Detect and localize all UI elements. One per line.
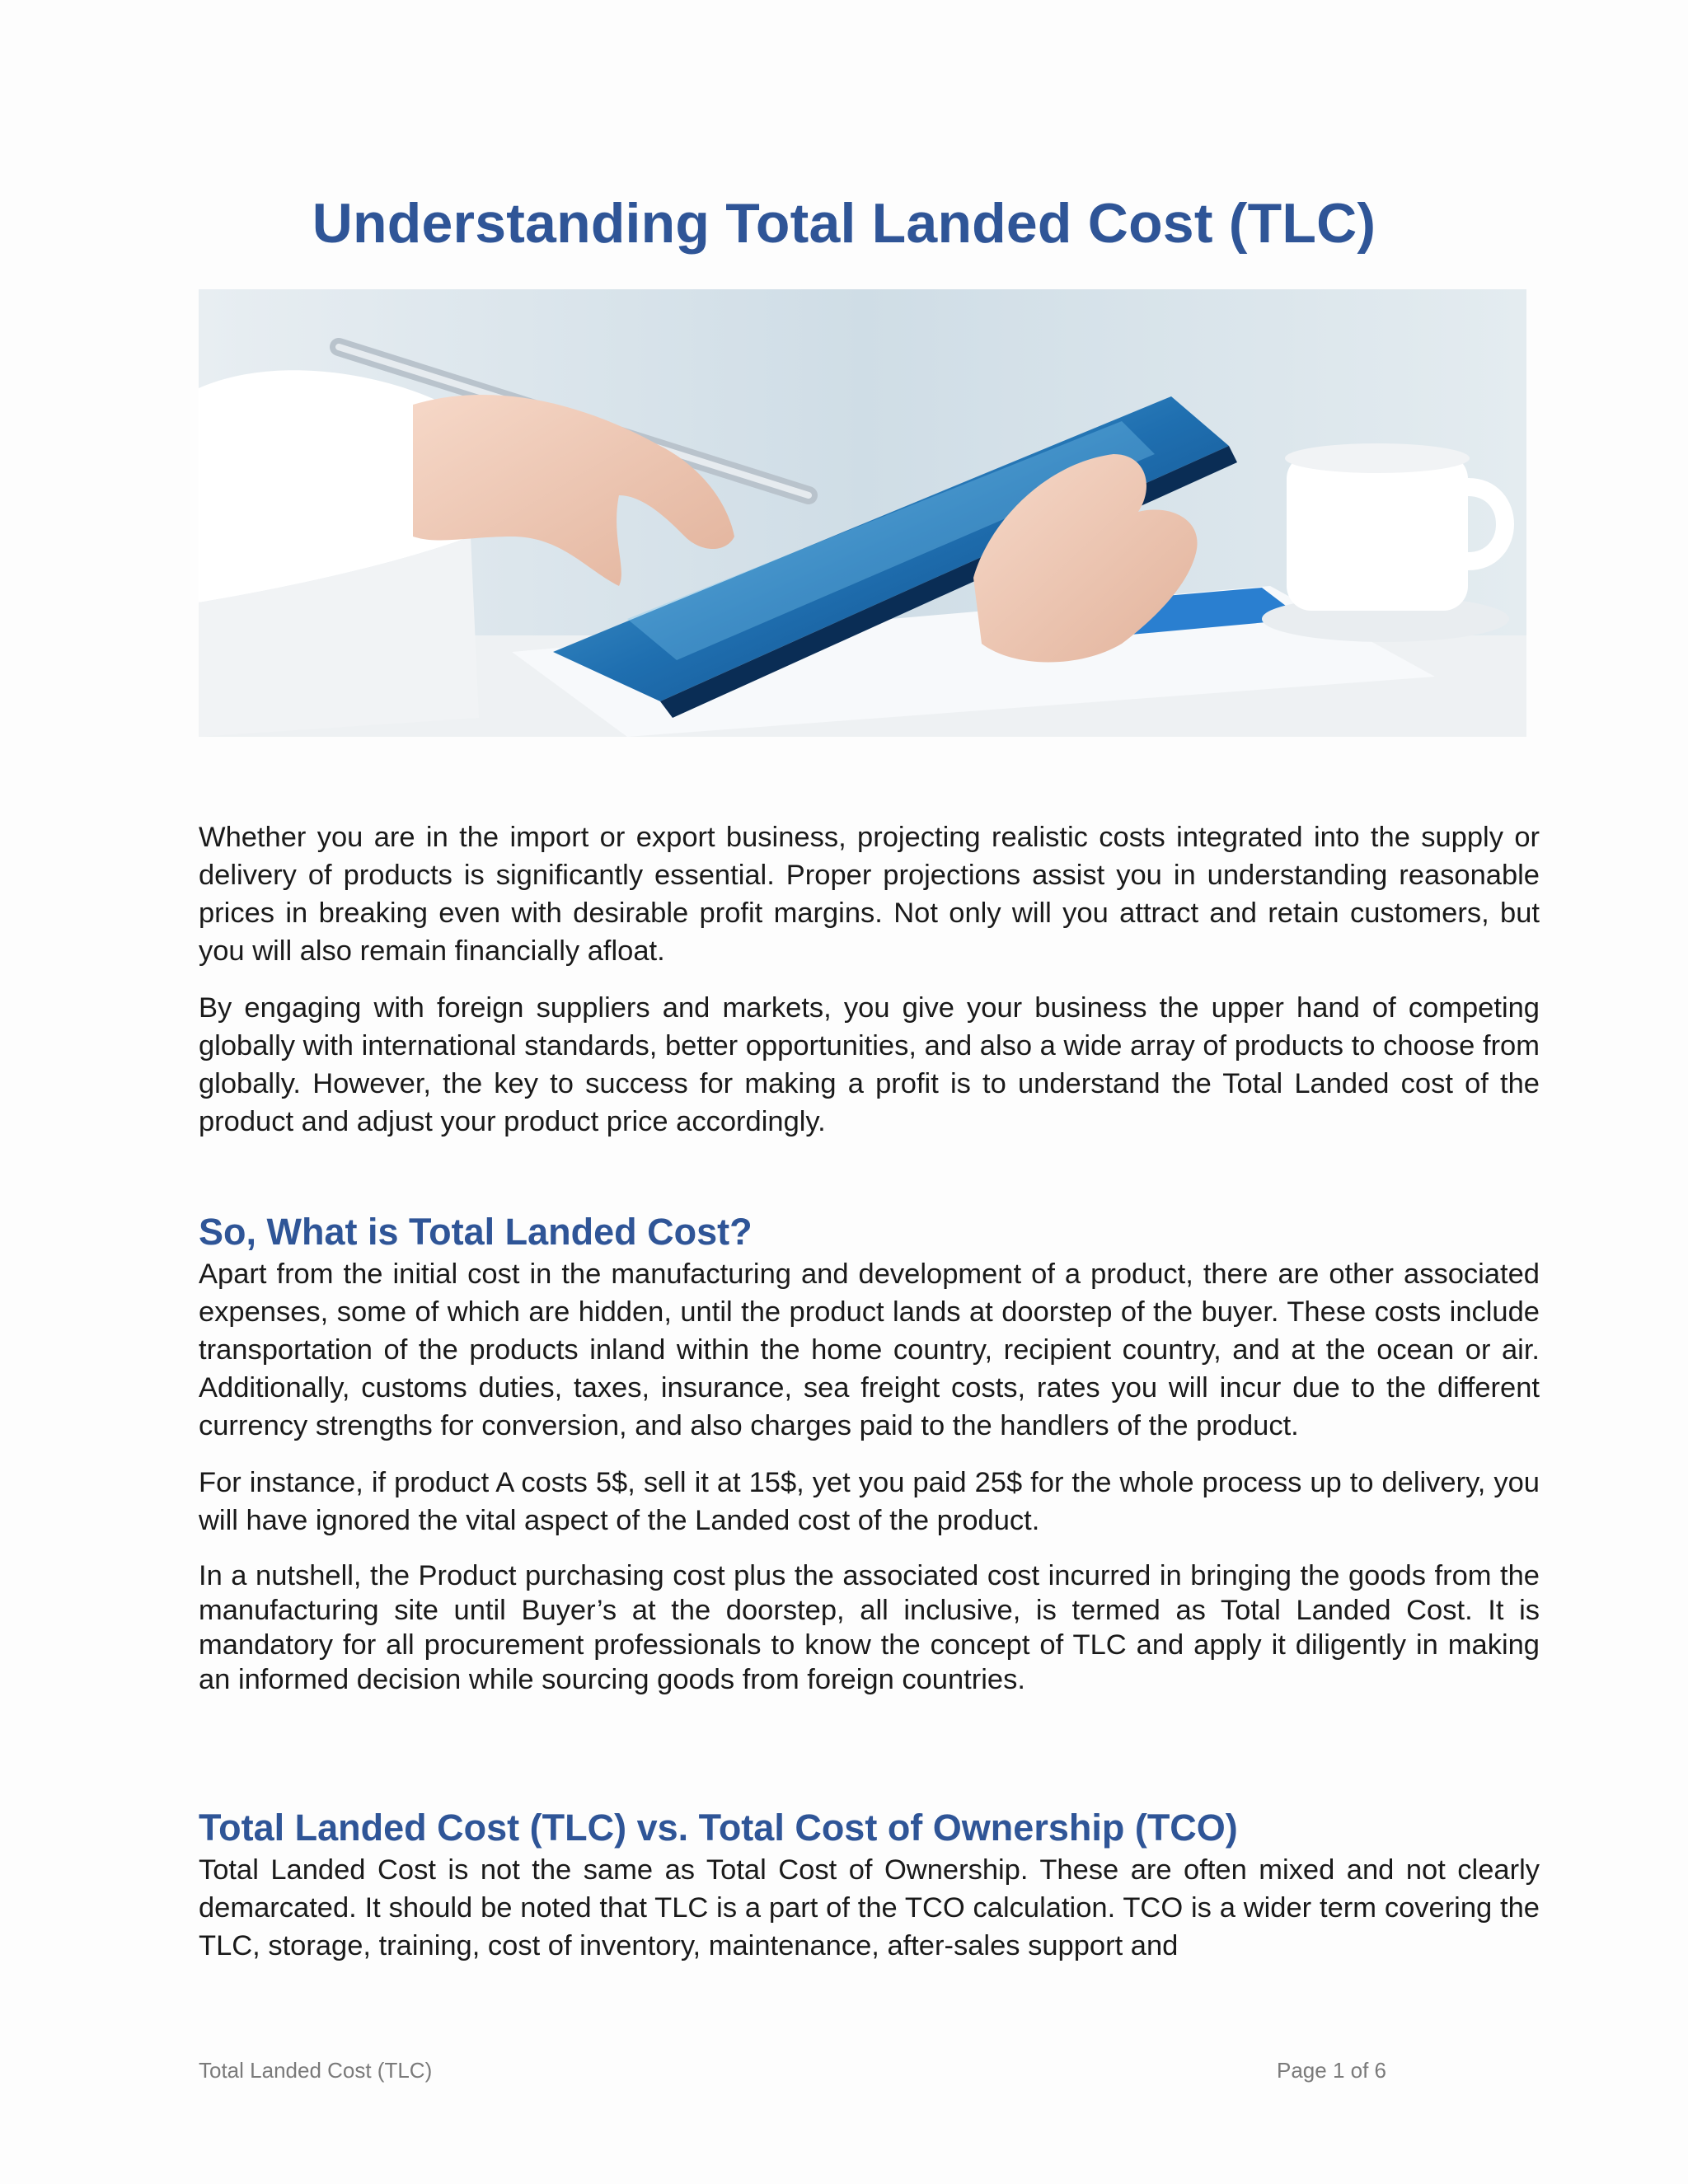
tablet-photo-illustration [199, 289, 1526, 737]
section-heading: Total Landed Cost (TLC) vs. Total Cost of Ownership (TCO) [199, 1807, 1238, 1849]
intro-paragraph-1: Whether you are in the import or export business, projecting realistic costs integrated into the supply or delivery of products is significantly essential. Proper projections assist you in understanding reasonable prices in breaking even with desirable profit margins. Not only will you attract and retain customers, but you will also remain financially afloat. [199, 822, 1540, 967]
intro-paragraph-2: By engaging with foreign suppliers and markets, you give your business the upper hand of competing globally with international standards, better opportunities, and also a wide array of products to choose from globally. However, the key to success for making a profit is to understand the Total Landed cost of the product and adjust your product price accordingly. [199, 992, 1540, 1137]
section-paragraph: For instance, if product A costs 5$, sell it at 15$, yet you paid 25$ for the whole process up to delivery, you will have ignored the vital aspect of the Landed cost of the product. [199, 1467, 1540, 1536]
intro-section [199, 818, 1540, 1141]
section-paragraph: Total Landed Cost is not the same as Total Cost of Ownership. These are often mixed and not clearly demarcated. It should be noted that TLC is a part of the TCO calculation. TCO is a wider term covering the TLC, storage, training, cost of inventory, maintenance, after-sales support and [199, 1854, 1540, 1961]
section-paragraph: Apart from the initial cost in the manufacturing and development of a product, there are other associated expenses, some of which are hidden, until the product lands at doorstep of the buyer. These costs include transportation of the products inland within the home country, recipient country, and at the ocean or air. Additionally, customs duties, taxes, insurance, sea freight costs, rates you will incur due to the different currency strengths for conversion, and also charges paid to the handlers of the product. [199, 1258, 1540, 1441]
footer-document-title: Total Landed Cost (TLC) [199, 2058, 433, 2083]
hero-image [199, 289, 1526, 737]
section-heading: So, What is Total Landed Cost? [199, 1211, 753, 1253]
section-what-is-tlc [199, 1209, 1540, 1697]
document-title: Understanding Total Landed Cost (TLC) [312, 192, 1376, 255]
section-tlc-vs-tco [199, 1805, 1540, 1965]
footer-page-number: Page 1 of 6 [1277, 2058, 1386, 2083]
section-paragraph: In a nutshell, the Product purchasing cost plus the associated cost incurred in bringing the goods from the manufacturing site until Buyer’s at the doorstep, all inclusive, is termed as Total Landed Cost. It is mandatory for all procurement professionals to know the concept of TLC and apply it diligently in making an informed decision while sourcing goods from foreign countries. [199, 1560, 1540, 1695]
